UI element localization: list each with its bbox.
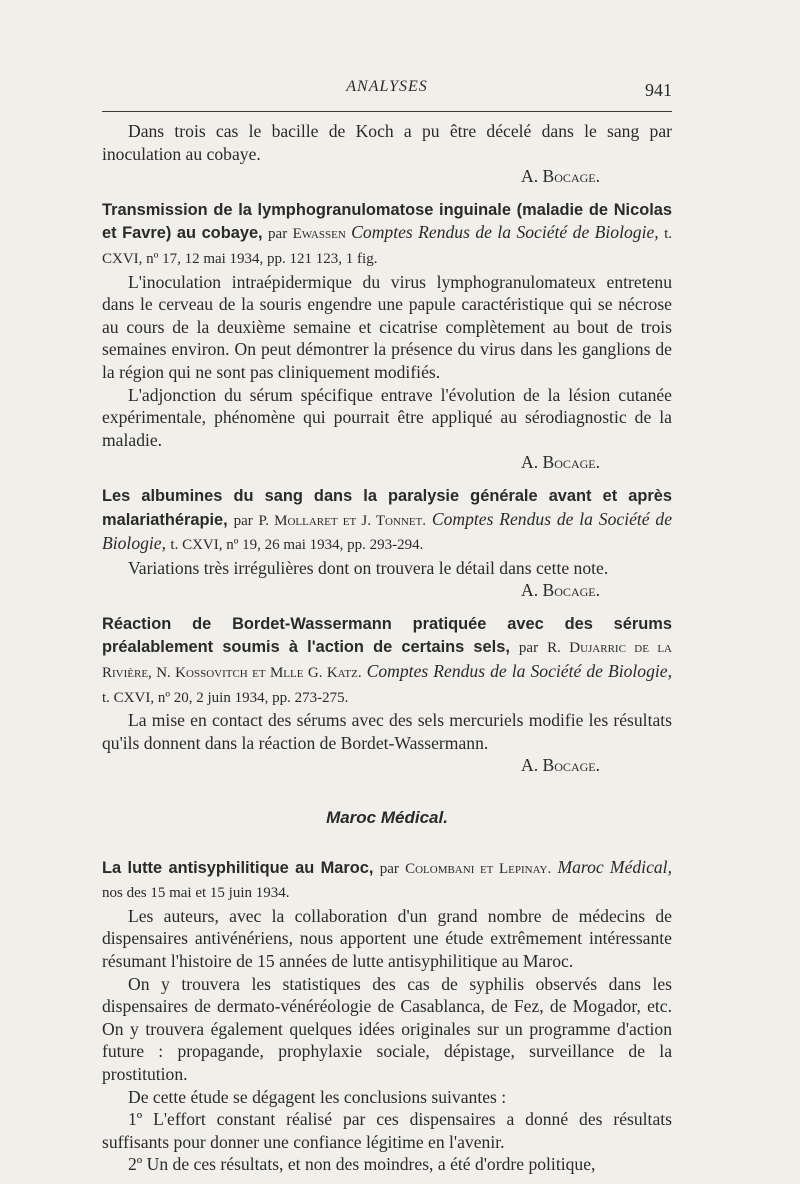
page-header (102, 78, 672, 108)
signature: A. Bocage. (521, 166, 600, 187)
par-label: par (268, 226, 288, 243)
article-paragraph: 1º L'effort constant réalisé par ces dispensaires a donné des résultats suffisants pour donner une confiance légitime en l'avenir. (102, 1109, 672, 1152)
par-label: par (518, 640, 539, 657)
article-authors: Colombani et Lepinay. (405, 860, 552, 877)
article-details: t. CXVI, nº 20, 2 juin 1934, pp. 273-275. (102, 689, 349, 706)
article-details: t. CXVI, nº 19, 26 mai 1934, pp. 293-294. (170, 537, 424, 554)
page-body (102, 120, 672, 1176)
running-head: ANALYSES (346, 78, 428, 95)
article-authors: R. Dujarric de la Rivière, N. Kossovitch et Mlle G. Katz. (102, 640, 672, 682)
article-title: Réaction de Bordet-Wassermann pratiquée avec des sérums préalablement soumis à l'action de certains sels, (102, 614, 672, 657)
article-paragraph: De cette étude se dégagent les conclusions suivantes : (128, 1086, 507, 1107)
signature: A. Bocage. (521, 580, 600, 601)
article-1-heading (102, 198, 672, 271)
intro-text: Dans trois cas le bacille de Koch a pu être décelé dans le sang par inoculation au cobaye. (102, 121, 672, 164)
article-paragraph: L'inoculation intraépidermique du virus lymphogranulomateux entretenu dans le cerveau de la souris engendre une papule caractéristique qui se nécrose au cours de la deuxième semaine et cicatrise complètement au bout de trois semaines environ. On peut démontrer la présence du virus dans les ganglions de la région qui ne sont pas cliniquement modifiés. (102, 271, 672, 382)
article-details: t. CXVI, nº 17, 12 mai 1934, pp. 121 123, 1 fig. (102, 226, 672, 267)
signature: A. Bocage. (521, 452, 600, 473)
article-4-heading (102, 856, 672, 905)
article-paragraph: On y trouvera les statistiques des cas de syphilis observés dans les dispensaires de dermato-vénéréologie de Casablanca, de Fez, de Mogador, etc. On y trouvera également quelques idées originales sur un programme d'action future : propagande, prophylaxie sociale, dépistage, surveillance de la prostitution. (102, 973, 672, 1084)
article-paragraph: 2º Un de ces résultats, et non des moindres, a été d'ordre politique, (128, 1154, 596, 1175)
intro-paragraph (102, 120, 672, 165)
article-title: Transmission de la lymphogranulomatose inguinale (maladie de Nicolas et Favre) au cobaye, (102, 200, 672, 243)
signature-line (102, 451, 672, 474)
article-paragraph: L'adjonction du sérum spécifique entrave l'évolution de la lésion cutanée expérimentale, phénomène qui pourrait être appliqué au sérodiagnostic de la maladie. (102, 384, 672, 450)
article-authors: P. Mollaret et J. Tonnet. (258, 512, 427, 529)
article-authors: Ewassen (292, 226, 346, 243)
signature-line (102, 754, 672, 777)
article-paragraph: La mise en contact des sérums avec des sels mercuriels modifie les résultats qu'ils donnent dans la réaction de Bordet-Wassermann. (102, 710, 672, 753)
par-label: par (379, 860, 399, 877)
article-reference: Maroc Médical, (557, 856, 672, 877)
article-2-heading (102, 484, 672, 557)
article-details: nos des 15 mai et 15 juin 1934. (102, 885, 290, 902)
article-reference: Comptes Rendus de la Société de Biologie, (351, 222, 659, 243)
article-reference: Comptes Rendus de la Société de Biologie, (102, 508, 673, 554)
journal-heading: Maroc Médical. (326, 808, 448, 828)
article-paragraph: Les auteurs, avec la collaboration d'un grand nombre de médecins de dispensaires antivénériens, nous apportent une étude extrêmement intéressante résumant l'histoire de 15 années de lutte antisyphilitique au Maroc. (102, 905, 672, 971)
article-title: La lutte antisyphilitique au Maroc, (102, 858, 374, 877)
par-label: par (233, 512, 253, 529)
signature-line (102, 579, 672, 602)
header-rule (102, 111, 672, 112)
article-paragraph: Variations très irrégulières dont on trouvera le détail dans cette note. (128, 557, 609, 578)
article-reference: Comptes Rendus de la Société de Biologie, (366, 661, 672, 682)
intro-signature-line (102, 165, 672, 188)
signature: A. Bocage. (521, 755, 600, 776)
article-title: Les albumines du sang dans la paralysie générale avant et après malariathérapie, (102, 486, 672, 529)
article-3-heading (102, 612, 672, 709)
page-number: 941 (645, 80, 672, 100)
